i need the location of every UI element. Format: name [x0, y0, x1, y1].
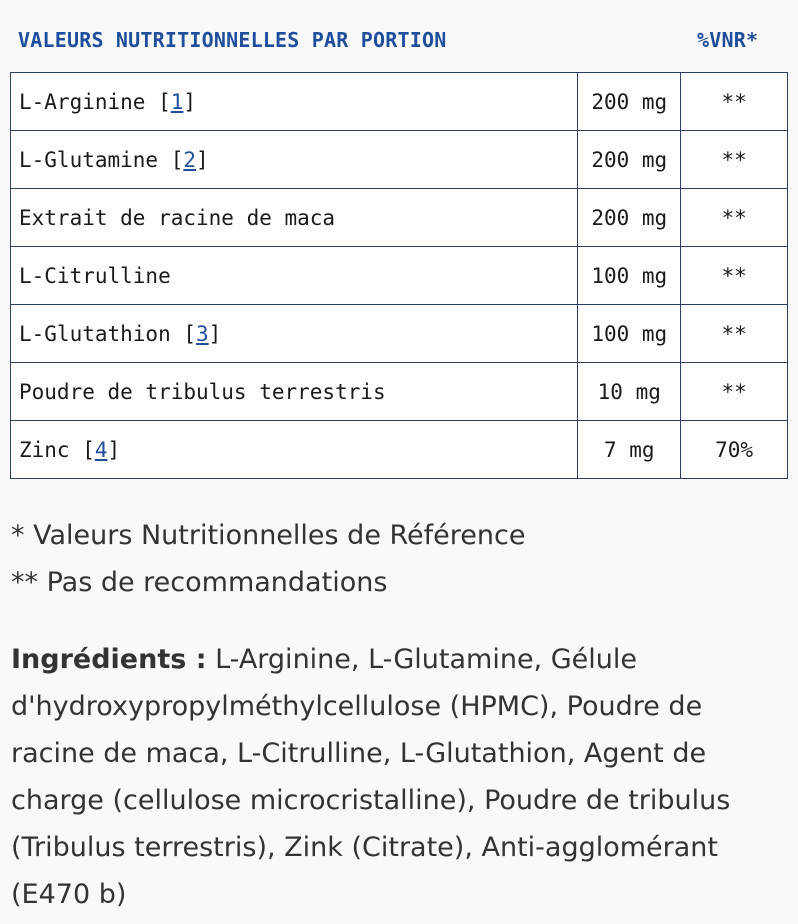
ingredients-label: Ingrédients :	[11, 644, 207, 675]
table-row	[11, 247, 788, 305]
nutrient-name: L-Glutamine	[19, 147, 159, 172]
amount-cell: 200 mg	[578, 131, 681, 189]
table-row	[11, 131, 788, 189]
amount-cell: 100 mg	[578, 305, 681, 363]
reference-link[interactable]: 2	[183, 147, 197, 172]
reference-link[interactable]: 4	[94, 437, 108, 462]
table-row	[11, 189, 788, 247]
nutrient-name: Zinc	[19, 437, 70, 462]
nutrient-name: Extrait de racine de maca	[19, 205, 336, 230]
amount-cell: 100 mg	[578, 247, 681, 305]
no-recommendation-footnote: ** Pas de recommandations	[11, 567, 388, 598]
vnr-cell: **	[681, 189, 788, 247]
vnr-cell: 70%	[681, 421, 788, 479]
nutrition-table-header	[0, 0, 798, 72]
nutrient-name-cell	[11, 189, 578, 247]
nutrition-table-title: VALEURS NUTRITIONNELLES PAR PORTION	[18, 28, 447, 52]
nutrition-table	[10, 72, 788, 479]
nutrition-table-body	[11, 73, 788, 479]
nutrient-name: Poudre de tribulus terrestris	[19, 379, 386, 404]
amount-cell: 7 mg	[578, 421, 681, 479]
table-row	[11, 363, 788, 421]
amount-cell: 200 mg	[578, 189, 681, 247]
ingredients-text: L-Arginine, L-Glutamine, Gélule d'hydroxypropylméthylcellulose (HPMC), Poudre de racine de maca, L-Citrulline, L-Glutathion, Agent de charge (cellulose microcristalline), Poudre de tribulus (Tribulus terrestris), Zink (Citrate), Anti-agglomérant (E470 b)	[11, 644, 731, 910]
table-row	[11, 421, 788, 479]
nutrient-name-cell: L-Arginine [1]	[11, 73, 578, 131]
ingredients-paragraph	[11, 636, 781, 918]
vnr-cell: **	[681, 73, 788, 131]
nutrient-name-cell: L-Glutamine [2]	[11, 131, 578, 189]
vnr-footnote: * Valeurs Nutritionnelles de Référence	[11, 520, 526, 551]
nutrient-name-cell	[11, 247, 578, 305]
nutrient-name-cell: L-Glutathion [3]	[11, 305, 578, 363]
table-row	[11, 305, 788, 363]
amount-cell: 200 mg	[578, 73, 681, 131]
nutrient-name: L-Glutathion	[19, 321, 171, 346]
amount-cell: 10 mg	[578, 363, 681, 421]
nutrient-name: L-Arginine	[19, 89, 146, 114]
nutrient-name: L-Citrulline	[19, 263, 171, 288]
vnr-cell: **	[681, 363, 788, 421]
vnr-cell: **	[681, 131, 788, 189]
table-row	[11, 73, 788, 131]
nutrient-name-cell	[11, 363, 578, 421]
vnr-cell: **	[681, 305, 788, 363]
footnotes	[11, 512, 525, 606]
reference-link[interactable]: 3	[196, 321, 209, 346]
vnr-column-header: %VNR*	[697, 28, 759, 52]
nutrient-name-cell: Zinc [4]	[11, 421, 578, 479]
reference-link[interactable]: 1	[170, 89, 184, 114]
vnr-cell: **	[681, 247, 788, 305]
